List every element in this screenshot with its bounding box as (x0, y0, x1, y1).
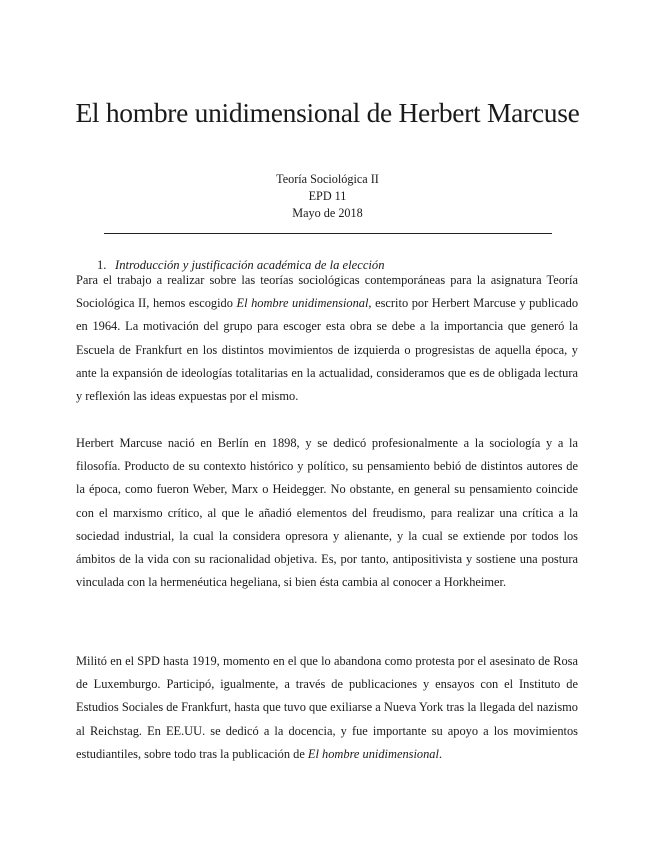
section-title: Introducción y justificación académica de la elección (115, 258, 385, 272)
book-title-1: El hombre unidimensional, (236, 296, 372, 311)
date-line: Mayo de 2018 (292, 206, 363, 220)
group-line: EPD 11 (308, 189, 347, 203)
section-number: 1. (97, 258, 107, 272)
paragraph-1-text-start: Para el trabajo a realizar sobre las teorías sociológicas contemporáneas para la asignatura Teoría Sociológica II, hemos escogido (76, 273, 578, 311)
book-title-2: El hombre unidimensional (307, 746, 439, 761)
document-title: El hombre unidimensional de Herbert Marcuse (75, 97, 580, 128)
paragraph-3-text-start: Militó en el SPD hasta 1919, momento en el que lo abandona como protesta por el asesinato de Rosa de Luxemburgo. Participó, igualmente, a través de publicaciones y ensayos con el Instituto de Estudios Sociales de Frankfurt, hasta que tuvo que exiliarse a Nueva York tras la llegada del nazismo al Reichstag. En EE.UU. se dedicó a la docencia, y fue importante su apoyo a los movimientos estudiantiles, sobre todo tras la publicación de (76, 654, 578, 761)
subject-line: Teoría Sociológica II (276, 172, 379, 186)
paragraph-3-text-end: . (438, 746, 443, 761)
horizontal-rule (104, 233, 552, 234)
paragraph-1-text-end: escrito por Herbert Marcuse y publicado en 1964. La motivación del grupo para escoger esta obra se debe a la importancia que generó la Escuela de Frankfurt en los distintos movimientos de izquierda o progresistas de aquella época, y ante la expansión de ideologías totalitarias en la actualidad, consideramos que es de obligada lectura y reflexión las ideas expuestas por el mismo. (76, 296, 579, 404)
paragraph-3 (76, 650, 578, 766)
paragraph-1 (76, 269, 578, 408)
paragraph-2 (76, 432, 578, 594)
paragraph-2-text: Herbert Marcuse nació en Berlín en 1898, y se dedicó profesionalmente a la sociología y a la filosofía. Producto de su contexto histórico y político, su pensamiento bebió de distintos autores de la época, como fueron Weber, Marx o Heidegger. No obstante, en general su pensamiento coincide con el marxismo crítico, al que le añadió elementos del freudismo, para realizar una crítica a la sociedad industrial, la cual la considera opresora y alienante, y la cual se extiende por todos los ámbitos de la vida con su racionalidad objetiva. Es, por tanto, antipositivista y sostiene una postura vinculada con la hermenéutica hegeliana, si bien ésta cambia al conocer a Horkheimer. (76, 436, 578, 590)
